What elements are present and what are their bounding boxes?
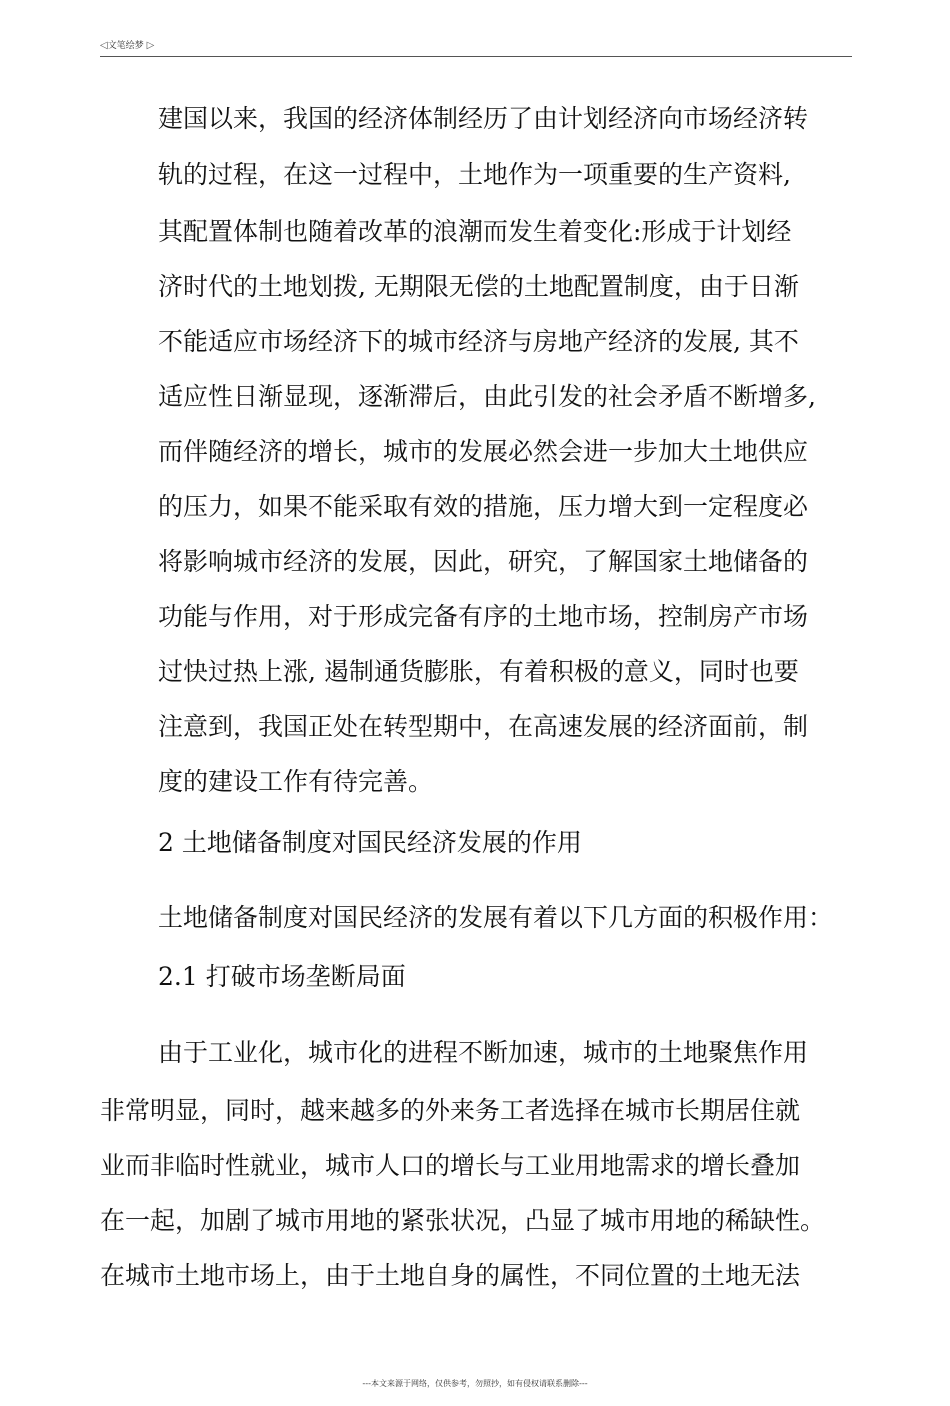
paragraph-line: 注意到，我国正处在转型期中，在高速发展的经济面前，制 <box>158 712 809 741</box>
section-heading: 2 土地储备制度对国民经济发展的作用 <box>158 828 582 857</box>
paragraph-line: 建国以来，我国的经济体制经历了由计划经济向市场经济转 <box>158 104 809 133</box>
subsection-heading: 2.1 打破市场垄断局面 <box>158 962 406 991</box>
intro-line: 土地储备制度对国民经济的发展有着以下几方面的积极作用： <box>158 903 834 932</box>
paragraph-line: 由于工业化，城市化的进程不断加速，城市的土地聚焦作用 <box>158 1038 809 1067</box>
paragraph-line: 在城市土地市场上，由于土地自身的属性，不同位置的土地无法 <box>100 1261 801 1290</box>
paragraph-line: 适应性日渐显现，逐渐滞后，由此引发的社会矛盾不断增多, <box>158 382 816 411</box>
paragraph-line: 业而非临时性就业，城市人口的增长与工业用地需求的增长叠加 <box>100 1151 801 1180</box>
paragraph-line: 度的建设工作有待完善。 <box>158 767 434 796</box>
paragraph-line: 过快过热上涨, 遏制通货膨胀，有着积极的意义，同时也要 <box>158 657 799 686</box>
paragraph-line: 将影响城市经济的发展，因此，研究，了解国家土地储备的 <box>158 547 809 576</box>
header-label: 文笔绘梦 <box>107 41 144 51</box>
header-tag <box>100 38 154 51</box>
paragraph-line: 的压力，如果不能采取有效的措施，压力增大到一定程度必 <box>158 492 809 521</box>
paragraph-line: 功能与作用，对于形成完备有序的土地市场，控制房产市场 <box>158 602 809 631</box>
paragraph-line: 非常明显，同时，越来越多的外来务工者选择在城市长期居住就 <box>100 1096 801 1125</box>
paragraph-line: 不能适应市场经济下的城市经济与房地产经济的发展, 其不 <box>158 327 799 356</box>
paragraph-line: 济时代的土地划拨, 无期限无偿的土地配置制度，由于日渐 <box>158 272 799 301</box>
paragraph-line: 轨的过程，在这一过程中，土地作为一项重要的生产资料, <box>158 160 791 189</box>
page-header <box>100 38 852 57</box>
footer-notice: ---本文来源于网络，仅供参考，勿照抄，如有侵权请联系删除--- <box>362 1379 588 1388</box>
left-triangle-icon: ◁ <box>100 40 108 51</box>
paragraph-line: 而伴随经济的增长，城市的发展必然会进一步加大土地供应 <box>158 437 809 466</box>
paragraph-line: 其配置体制也随着改革的浪潮而发生着变化:形成于计划经 <box>158 217 792 246</box>
right-triangle-icon: ▷ <box>146 40 155 51</box>
paragraph-line: 在一起，加剧了城市用地的紧张状况，凸显了城市用地的稀缺性。 <box>100 1206 826 1235</box>
